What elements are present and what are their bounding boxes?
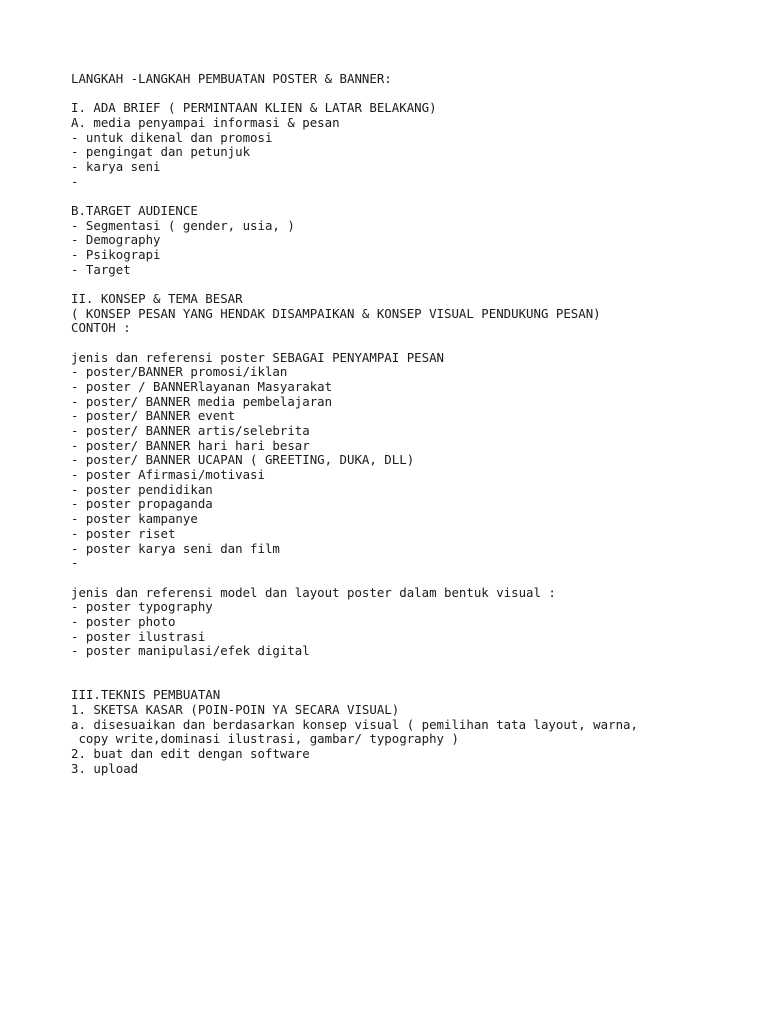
text-line: - poster/ BANNER media pembelajaran <box>71 393 333 409</box>
text-line: - poster kampanye <box>71 511 198 527</box>
text-line: - poster/ BANNER hari hari besar <box>71 437 310 453</box>
blank-line <box>71 189 731 204</box>
text-line: - poster karya seni dan film <box>71 540 280 556</box>
text-line: jenis dan referensi poster SEBAGAI PENYAMPAI PESAN <box>71 349 444 365</box>
blank-line <box>71 659 731 674</box>
text-line: - Segmentasi ( gender, usia, ) <box>71 217 295 233</box>
text-line: II. KONSEP & TEMA BESAR <box>71 291 243 307</box>
text-line: - poster/ BANNER event <box>71 408 236 424</box>
text-line: III.TEKNIS PEMBUATAN <box>71 687 221 703</box>
text-line: 1. SKETSA KASAR (POIN-POIN YA SECARA VISUAL) <box>71 701 400 717</box>
blank-line <box>71 336 731 351</box>
text-line: - Target <box>71 261 131 277</box>
text-line: - poster pendidikan <box>71 481 213 497</box>
text-line: - poster photo <box>71 613 176 629</box>
text-line: - karya seni <box>71 159 161 175</box>
text-line: - poster/ BANNER artis/selebrita <box>71 423 310 439</box>
text-line: I. ADA BRIEF ( PERMINTAAN KLIEN & LATAR BELAKANG) <box>71 100 437 116</box>
blank-line <box>71 277 731 292</box>
blank-line <box>71 571 731 586</box>
blank-line <box>71 87 731 102</box>
text-line: - <box>71 555 79 571</box>
text-line: - poster manipulasi/efek digital <box>71 643 310 659</box>
text-line: - poster Afirmasi/motivasi <box>71 467 265 483</box>
text-line: - Psikograpi <box>71 247 161 263</box>
document-text <box>71 72 731 776</box>
blank-line <box>71 674 731 689</box>
text-line: - poster ilustrasi <box>71 628 206 644</box>
text-line: - poster propaganda <box>71 496 213 512</box>
text-line: copy write,dominasi ilustrasi, gambar/ typography ) <box>71 731 459 747</box>
text-line: LANGKAH -LANGKAH PEMBUATAN POSTER & BANNER: <box>71 71 392 86</box>
text-line: CONTOH : <box>71 320 131 336</box>
text-line: A. media penyampai informasi & pesan <box>71 115 340 131</box>
text-line: - poster/ BANNER UCAPAN ( GREETING, DUKA, DLL) <box>71 452 415 468</box>
text-line: B.TARGET AUDIENCE <box>71 203 198 219</box>
text-line: - untuk dikenal dan promosi <box>71 129 273 145</box>
text-line: - <box>71 173 79 189</box>
text-line: - poster riset <box>71 525 176 541</box>
text-line: jenis dan referensi model dan layout poster dalam bentuk visual : <box>71 584 556 600</box>
text-line: - Demography <box>71 232 161 248</box>
text-line: - pengingat dan petunjuk <box>71 144 251 160</box>
text-line: - poster / BANNERlayanan Masyarakat <box>71 379 333 395</box>
text-line: a. disesuaikan dan berdasarkan konsep visual ( pemilihan tata layout, warna, <box>71 716 638 732</box>
text-line: 3. upload <box>71 760 139 776</box>
text-line: 2. buat dan edit dengan software <box>71 745 310 761</box>
text-line: - poster typography <box>71 599 213 615</box>
text-line: - poster/BANNER promosi/iklan <box>71 364 288 380</box>
text-line: ( KONSEP PESAN YANG HENDAK DISAMPAIKAN & KONSEP VISUAL PENDUKUNG PESAN) <box>71 305 601 321</box>
